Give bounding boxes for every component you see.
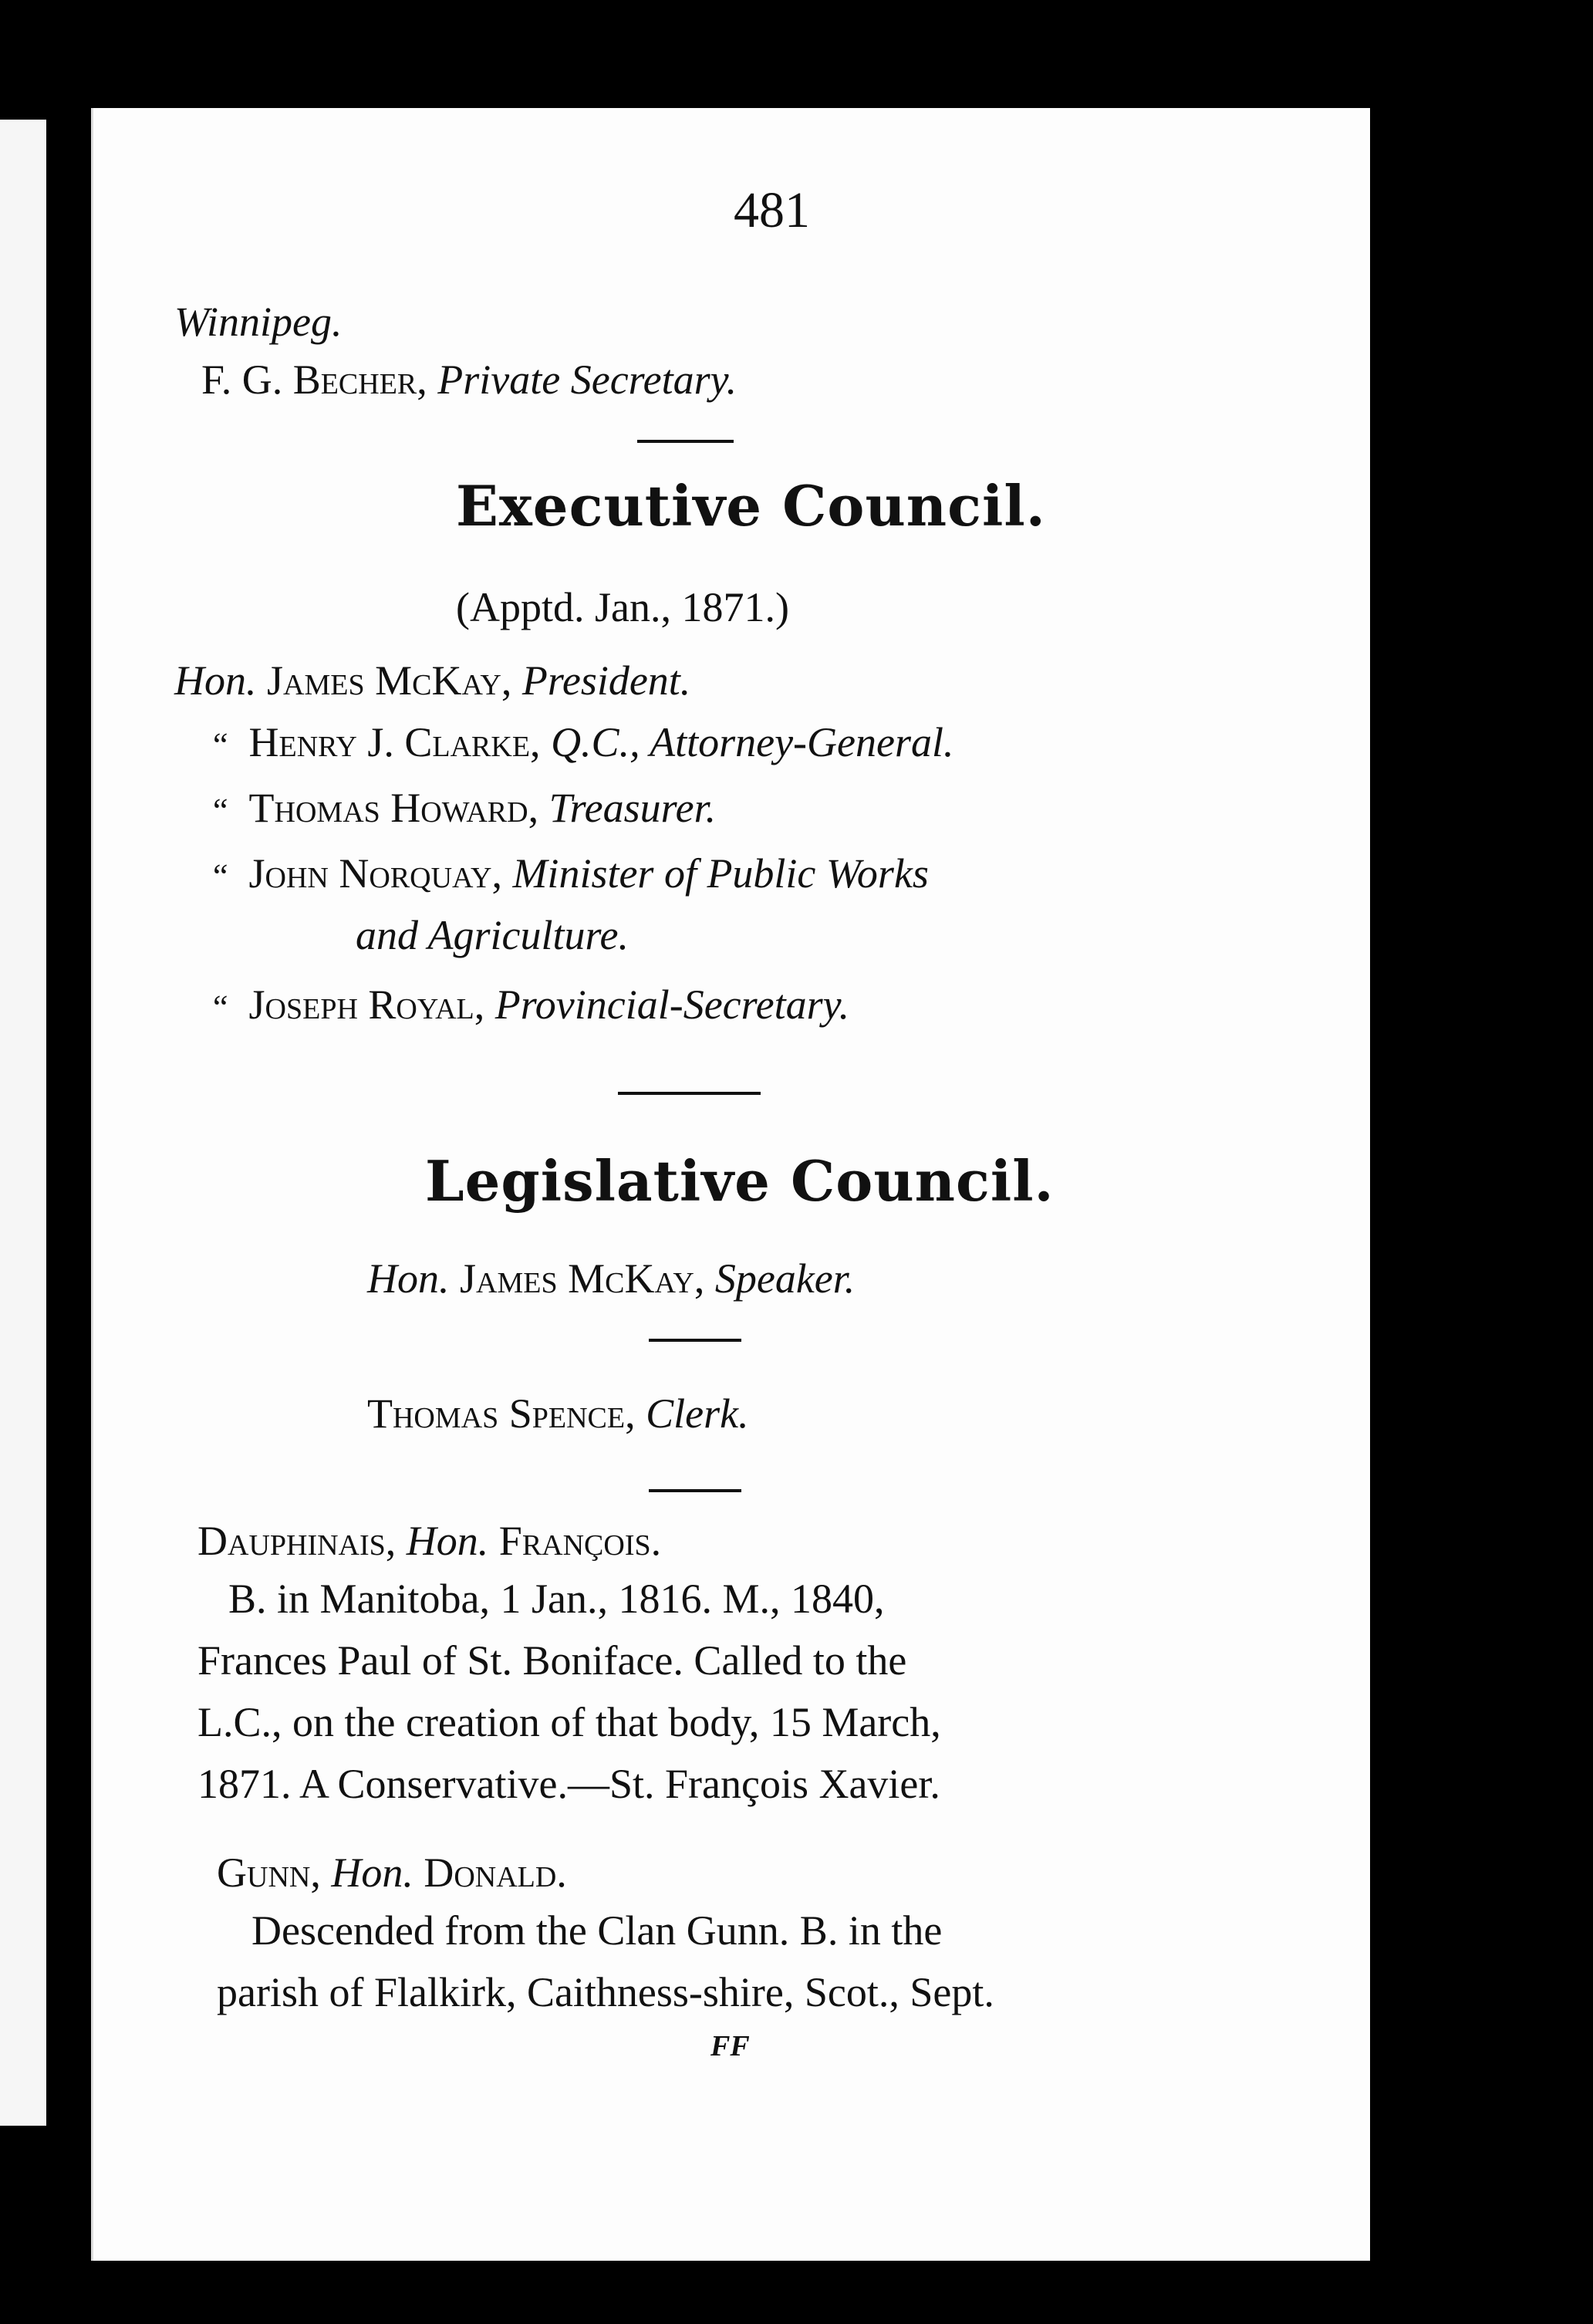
entry-line: parish of Flalkirk, Caithness-shire, Scot., Sept.: [217, 1969, 994, 2015]
executive-council-heading: Executive Council.: [456, 473, 1046, 539]
signature-mark: FF: [710, 2030, 750, 2062]
place-heading: Winnipeg.: [174, 299, 343, 345]
entry-given-name: François.: [498, 1518, 662, 1564]
entry-line: Descended from the Clan Gunn. B. in the: [251, 1907, 943, 1954]
legislative-council-heading: Legislative Council.: [425, 1148, 1055, 1214]
book-page: [91, 108, 1370, 2261]
entry-line: B. in Manitoba, 1 Jan., 1816. M., 1840,: [228, 1576, 885, 1622]
page-edge-left: [0, 120, 46, 2126]
entry-given-name: Donald.: [424, 1849, 567, 1896]
member-role: Minister of Public Works: [512, 850, 929, 897]
appointed-date: (Apptd. Jan., 1871.): [456, 584, 789, 630]
clerk-line: [367, 1390, 749, 1437]
entry-line: Frances Paul of St. Boniface. Called to the: [197, 1637, 907, 1684]
speaker-prefix: Hon.: [367, 1255, 450, 1302]
entry-line: 1871. A Conservative.—St. François Xavier.: [197, 1761, 940, 1807]
ditto-mark: “: [213, 726, 228, 764]
entry-surname: Gunn,: [217, 1849, 321, 1896]
ditto-mark: “: [213, 988, 228, 1026]
clerk-role: Clerk.: [646, 1390, 749, 1437]
member-row: [213, 850, 929, 897]
member-role: Treasurer.: [548, 785, 717, 831]
divider: [637, 440, 734, 443]
entry-prefix: Hon.: [331, 1849, 413, 1896]
entry-surname: Dauphinais,: [197, 1518, 397, 1564]
member-name: John Norquay,: [248, 850, 502, 897]
clerk-name: Thomas Spence,: [367, 1390, 636, 1437]
member-role: Q.C., Attorney-General.: [551, 719, 954, 765]
secretary-line: [201, 356, 737, 403]
member-role: President.: [521, 657, 691, 704]
speaker-name: James McKay,: [460, 1255, 705, 1302]
member-row: [213, 787, 716, 829]
secretary-title: Private Secretary.: [437, 356, 737, 403]
ditto-mark: “: [213, 857, 228, 895]
member-name: Henry J. Clarke,: [248, 719, 541, 765]
member-prefix: Hon.: [174, 657, 257, 704]
divider: [618, 1092, 761, 1095]
divider: [649, 1489, 741, 1492]
divider: [649, 1339, 741, 1342]
entry-line: L.C., on the creation of that body, 15 March,: [197, 1699, 941, 1745]
page-number: 481: [734, 182, 810, 238]
member-name: James McKay,: [267, 657, 512, 704]
member-role: Provincial-Secretary.: [494, 981, 850, 1028]
entry-heading: [217, 1849, 567, 1896]
member-role-continued: and Agriculture.: [356, 912, 629, 958]
secretary-name: F. G. Becher,: [201, 356, 427, 403]
speaker-role: Speaker.: [714, 1255, 856, 1302]
ditto-mark: “: [213, 792, 228, 829]
member-name: Thomas Howard,: [248, 785, 539, 831]
entry-heading: [197, 1520, 661, 1562]
speaker-line: [367, 1255, 856, 1302]
member-row: [213, 721, 953, 763]
member-row: [213, 981, 850, 1028]
member-row: [174, 657, 691, 704]
entry-prefix: Hon.: [406, 1518, 489, 1564]
member-name: Joseph Royal,: [248, 981, 485, 1028]
